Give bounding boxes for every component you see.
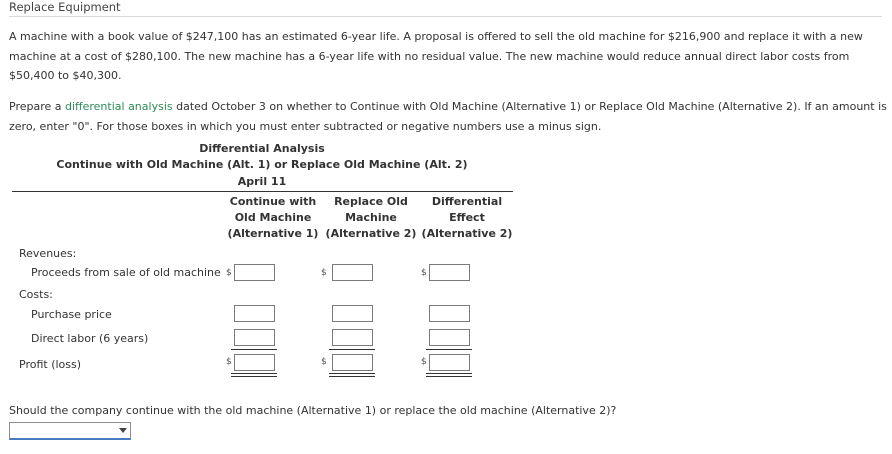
purchase-price-label: Purchase price — [31, 308, 112, 321]
total-double-rule — [231, 376, 277, 377]
column-header-line: Effect — [449, 211, 485, 224]
dollar-sign: $ — [226, 268, 232, 278]
decision-question: Should the company continue with the old machine (Alternative 1) or replace the old machine (Alternative 2)? — [9, 404, 617, 417]
dollar-sign: $ — [321, 268, 327, 278]
direct-labor-alt1-input[interactable] — [234, 329, 275, 346]
subtotal-rule — [426, 349, 472, 350]
column-header-alt2 — [326, 194, 417, 242]
proceeds-alt2-input[interactable] — [332, 264, 373, 281]
dollar-sign: $ — [226, 357, 232, 367]
column-header-alt1 — [228, 194, 319, 242]
total-double-rule — [426, 376, 472, 377]
instructions-prefix: Prepare a — [9, 100, 65, 113]
column-header-line: Machine — [345, 211, 397, 224]
purchase-price-alt2-input[interactable] — [332, 305, 373, 322]
dollar-sign: $ — [321, 357, 327, 367]
total-double-rule — [231, 373, 277, 374]
direct-labor-label: Direct labor (6 years) — [31, 332, 149, 345]
subtotal-rule — [329, 349, 375, 350]
dollar-sign: $ — [421, 357, 427, 367]
proceeds-differential-input[interactable] — [429, 264, 470, 281]
revenues-label: Revenues: — [19, 247, 77, 260]
column-header-line: Old Machine — [234, 211, 312, 224]
differential-analysis-link[interactable]: differential analysis — [65, 100, 173, 113]
column-header-differential — [422, 194, 513, 242]
problem-text: A machine with a book value of $247,100 has an estimated 6-year life. A proposal is offered to sell the old machine for $216,900 and replace it with a new machine at a cost of $280,100. The new machine has a 6-year life with no residual value. The new machine would reduce annual direct labor costs from $50,400 to $40,300. — [9, 30, 863, 82]
decision-dropdown[interactable] — [9, 422, 131, 440]
costs-label: Costs: — [19, 288, 53, 301]
total-double-rule — [329, 376, 375, 377]
subtotal-rule — [231, 349, 277, 350]
profit-alt2-input[interactable] — [332, 354, 373, 371]
proceeds-label: Proceeds from sale of old machine — [31, 266, 221, 279]
column-header-line: Continue with — [229, 195, 317, 208]
column-header-line: (Alternative 1) — [227, 227, 319, 240]
analysis-subheading: Continue with Old Machine (Alt. 1) or Replace Old Machine (Alt. 2) — [56, 158, 468, 171]
title-divider — [9, 16, 882, 17]
purchase-price-alt1-input[interactable] — [234, 305, 275, 322]
dollar-sign: $ — [421, 268, 427, 278]
chevron-down-icon — [119, 428, 127, 433]
purchase-price-differential-input[interactable] — [429, 305, 470, 322]
proceeds-alt1-input[interactable] — [234, 264, 275, 281]
profit-differential-input[interactable] — [429, 354, 470, 371]
direct-labor-alt2-input[interactable] — [332, 329, 373, 346]
total-double-rule — [426, 373, 472, 374]
profit-loss-label: Profit (loss) — [19, 358, 82, 371]
header-rule — [12, 191, 513, 192]
profit-alt1-input[interactable] — [234, 354, 275, 371]
page-title: Replace Equipment — [9, 0, 121, 14]
analysis-heading: Differential Analysis — [199, 142, 325, 155]
column-header-line: Replace Old — [334, 195, 408, 208]
column-header-line: (Alternative 2) — [421, 227, 513, 240]
direct-labor-differential-input[interactable] — [429, 329, 470, 346]
column-header-line: (Alternative 2) — [325, 227, 417, 240]
total-double-rule — [329, 373, 375, 374]
column-header-line: Differential — [431, 195, 503, 208]
analysis-date: April 11 — [237, 175, 287, 188]
instructions-suffix: dated October 3 on whether to Continue with Old Machine (Alternative 1) or Replace Old Machine (Alternative 2). If an amount is zero, enter "0". For those boxes in which you must enter subtracted or negative numbers use a minus sign. — [9, 100, 887, 133]
instructions-text — [9, 97, 889, 136]
